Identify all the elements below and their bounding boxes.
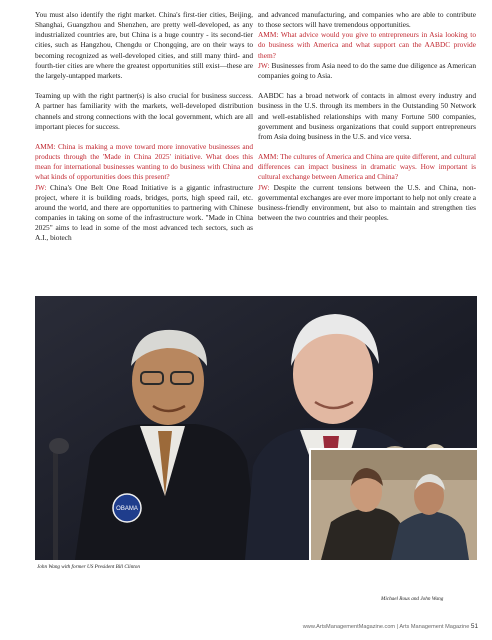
question-text: The cultures of America and China are quite different, and cultural differences can impact business in dramatic ways. How important is cultural exchange between America and China? xyxy=(258,152,476,182)
question-answer xyxy=(258,152,476,223)
question xyxy=(35,142,253,181)
badge-label: OBAMA xyxy=(116,506,138,512)
question-answer xyxy=(35,142,253,244)
answer-text: Businesses from Asia need to do the same due diligence as American companies going to Asia. xyxy=(258,60,476,80)
paragraph: and advanced manufacturing, and companies who are able to contribute to those sectors will have tremendous opportunities. xyxy=(258,10,476,30)
page-number: 51 xyxy=(470,623,478,630)
left-column xyxy=(35,10,253,254)
footer-separator: | xyxy=(396,624,399,630)
paragraph: Teaming up with the right partner(s) is also crucial for business success. A partner has familiarity with the markets, well-developed distribution channels and strong connections with the local government, which are all important pieces for success. xyxy=(35,91,253,131)
answer-text: Despite the current tensions between the U.S. and China, non-governmental exchanges are ever more important to help not only create a business-friendly environment, but also to maintain and strengthen ties between the two countries and their peoples. xyxy=(258,182,476,223)
question-answer xyxy=(258,10,476,81)
question-text: What advice would you give to entrepreneurs in Asia looking to do business with America and what support can the AABDC provide them? xyxy=(258,30,476,60)
photo-caption: John Wang with former US President Bill Clinton xyxy=(37,564,140,570)
inset-photo xyxy=(309,448,477,560)
main-photo xyxy=(35,296,477,560)
question xyxy=(258,152,476,181)
paragraph: AABDC has a broad network of contacts in almost every industry and business in the U.S. through its members in the Outstanding 50 Network and well-established relationships with many Fortune 500 companies, government and business organizations that could support entrepreneurs from Asia doing business in the U.S. and vice versa. xyxy=(258,91,476,141)
page-footer xyxy=(268,623,478,630)
question xyxy=(258,30,476,59)
question-tag: AMM: xyxy=(35,142,56,151)
answer-tag: JW: xyxy=(258,60,270,70)
inset-photo-illustration xyxy=(311,450,477,560)
footer-website: www.ArtsManagementMagazine.com xyxy=(302,624,396,630)
answer-tag: JW: xyxy=(258,182,270,192)
question-tag: AMM: xyxy=(258,30,279,40)
question-text: China is making a move toward more innovative businesses and products through the 'Made in China 2025' initiative. What does this mean for international businesses wanting to do business with China and what kinds of opportunities does this present? xyxy=(35,142,253,182)
right-column xyxy=(258,10,476,233)
inset-photo-caption: Michael Roux and John Wang xyxy=(381,596,444,602)
answer-text: China's One Belt One Road Initiative is a gigantic infrastructure project, where it is building roads, bridges, ports, high speed rail, etc. around the world, and there are opportunities to partnering with Chinese companies in taking on some of the infrastructure work. "Made in China 2025" aims to lead in some of the most advanced tech sectors, such as A.I., biotech xyxy=(35,182,253,243)
answer-tag: JW: xyxy=(35,182,47,192)
question-tag: AMM: xyxy=(258,152,279,162)
footer-publication: Arts Management Magazine xyxy=(399,624,470,630)
paragraph: You must also identify the right market. China's first-tier cities, Beijing, Shanghai, Guangzhou and Shenzhen, are pretty well-developed, as any industrialized countries are, but China is a huge country - its second-tier cities, such as Hangzhou, Chengdu or Chongqing, are on their ways to becoming recognized as well-developed cities, and still many third- and fourth-tier cities are where the greatest opportunities still exist—these are the largely-untapped markets. xyxy=(35,10,253,80)
